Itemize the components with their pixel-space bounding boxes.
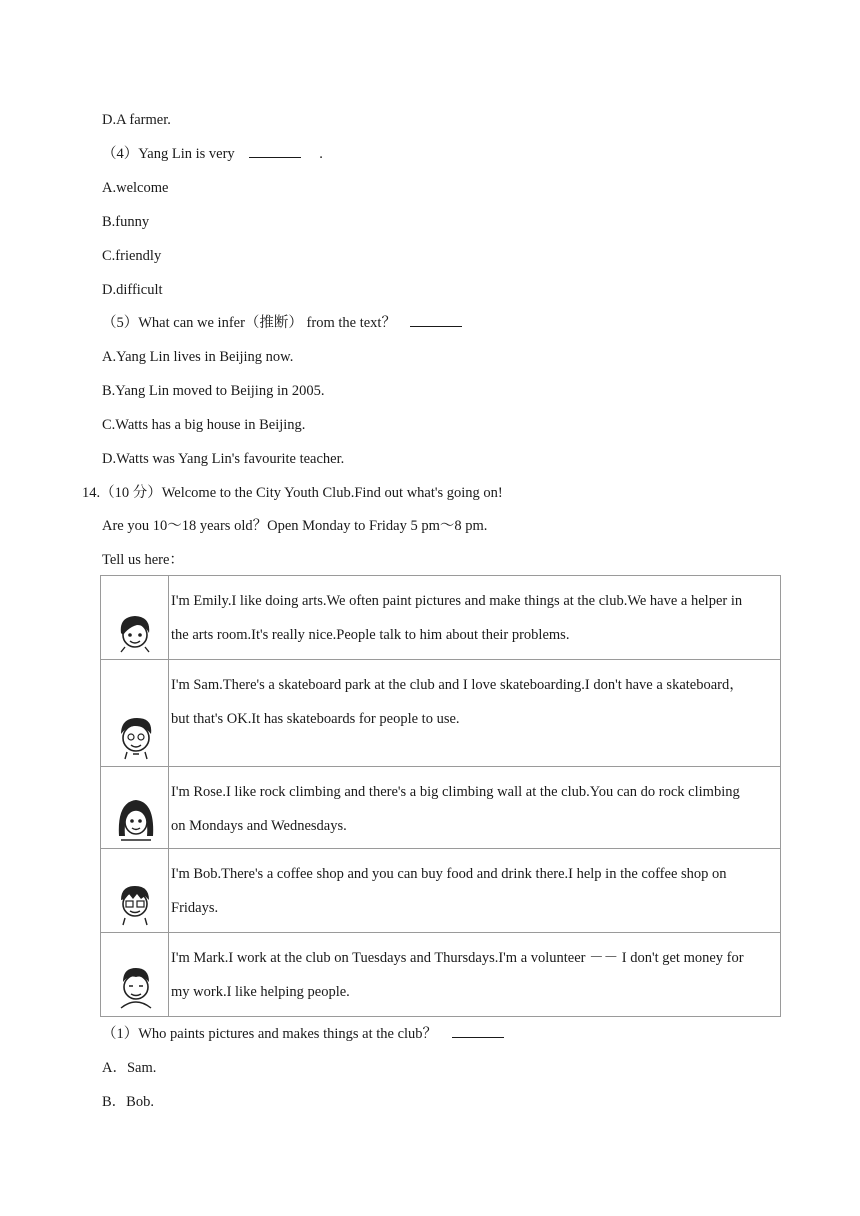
answer-blank <box>410 314 462 327</box>
bob-text-line-2: Fridays. <box>171 900 219 916</box>
table-row <box>101 767 781 849</box>
question-4-text: （4）Yang Lin is very <box>102 146 235 162</box>
question-14-1-text: （1）Who paints pictures and makes things at the club？ <box>102 1026 438 1042</box>
option-a: A.Yang Lin lives in Beijing now. <box>102 349 294 365</box>
tell-us-label: Tell us here： <box>102 552 184 568</box>
mark-text-line-1: I'm Mark.I work at the club on Tuesdays and Thursdays.I'm a volunteer －－ I don't get money for <box>171 950 744 966</box>
option-b: B.Yang Lin moved to Beijing in 2005. <box>102 383 325 399</box>
portrait-cell <box>101 576 169 660</box>
member-text-cell <box>169 660 781 767</box>
question-5-text: （5）What can we infer（推断） from the text？ <box>102 315 396 331</box>
sam-text-line-2: but that's OK.It has skateboards for people to use. <box>171 711 460 727</box>
option-d-farmer: D.A farmer. <box>102 112 171 128</box>
option-b-bob: B．Bob. <box>102 1094 154 1110</box>
boy-sam-icon <box>115 714 157 760</box>
sam-text-line-1: I'm Sam.There's a skateboard park at the club and I love skateboarding.I don't have a skateboard， <box>171 677 744 693</box>
emily-text-line-2: the arts room.It's really nice.People talk to him about their problems. <box>171 627 570 643</box>
portrait-cell <box>101 849 169 933</box>
emily-text-line-1: I'm Emily.I like doing arts.We often paint pictures and make things at the club.We have a helper in <box>171 593 743 609</box>
table-row <box>101 933 781 1017</box>
question-4-stem <box>102 145 323 163</box>
member-text-cell <box>169 767 781 849</box>
table-row <box>101 576 781 660</box>
club-hours: Are you 10～18 years old？Open Monday to Friday 5 pm～8 pm. <box>102 518 488 534</box>
bob-text-line-1: I'm Bob.There's a coffee shop and you can buy food and drink there.I help in the coffee shop on <box>171 866 727 882</box>
option-b: B.funny <box>102 214 150 230</box>
boy-mark-icon <box>115 966 157 1010</box>
member-text-cell <box>169 933 781 1017</box>
boy-bob-icon <box>115 882 155 926</box>
option-d: D.Watts was Yang Lin's favourite teacher. <box>102 451 345 467</box>
member-text-cell <box>169 576 781 660</box>
mark-text-line-2: my work.I like helping people. <box>171 984 350 1000</box>
option-c: C.friendly <box>102 248 162 264</box>
option-a-sam: A．Sam. <box>102 1060 157 1076</box>
girl-rose-icon <box>115 796 157 842</box>
question-5-stem <box>102 314 462 332</box>
table-row <box>101 660 781 767</box>
rose-text-line-1: I'm Rose.I like rock climbing and there's a big climbing wall at the club.You can do rock climbing <box>171 784 740 800</box>
question-4-period: . <box>319 146 323 162</box>
question-14-header: 14.（10 分）Welcome to the City Youth Club.Find out what's going on! <box>82 485 503 501</box>
portrait-cell <box>101 660 169 767</box>
option-c: C.Watts has a big house in Beijing. <box>102 417 306 433</box>
rose-text-line-2: on Mondays and Wednesdays. <box>171 818 347 834</box>
girl-emily-icon <box>115 611 155 653</box>
option-d: D.difficult <box>102 282 163 298</box>
table-row <box>101 849 781 933</box>
portrait-cell <box>101 933 169 1017</box>
portrait-cell <box>101 767 169 849</box>
member-text-cell <box>169 849 781 933</box>
option-a: A.welcome <box>102 180 169 196</box>
club-members-table <box>100 575 781 1017</box>
answer-blank <box>452 1025 504 1038</box>
answer-blank <box>249 145 301 158</box>
question-14-1-stem <box>102 1025 504 1043</box>
